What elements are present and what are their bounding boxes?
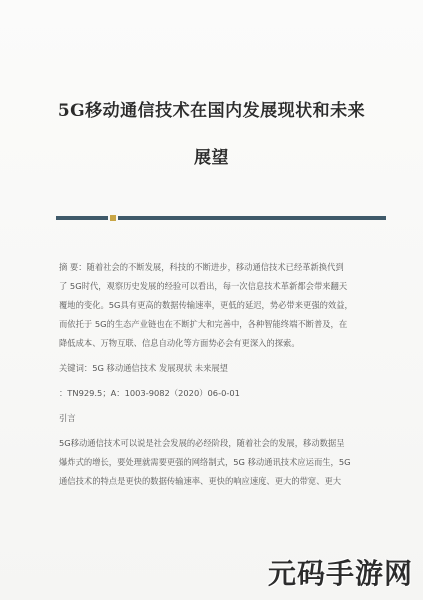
abstract bbox=[59, 258, 377, 353]
title-divider bbox=[56, 216, 386, 220]
document-title-line1: 5G移动通信技术在国内发展现状和未来 bbox=[57, 101, 366, 121]
intro-line: 5G移动通信技术可以说是社会发展的必经阶段，随着社会的发展，移动数据呈 bbox=[59, 438, 345, 448]
document-body bbox=[59, 258, 377, 491]
intro-line: 爆炸式的增长，要处理就需要更强的网络制式，5G 移动通讯技术应运而生，5G bbox=[59, 457, 351, 467]
abstract-line: 摘 要：随着社会的不断发展，科技的不断进步，移动通信技术已经革新换代到 bbox=[59, 262, 344, 272]
abstract-line: 而依托于 5G的生态产业链也在不断扩大和完善中，各种智能终端不断普及，在 bbox=[59, 319, 348, 329]
intro-heading: 引言 bbox=[59, 413, 76, 423]
classification-number: ：TN929.5；A：1003-9082（2020）06-0-01 bbox=[59, 388, 240, 398]
document-title-line2: 展望 bbox=[194, 148, 229, 168]
divider-accent bbox=[110, 215, 116, 221]
intro-line: 通信技术的特点是更快的数据传输速率、更快的响应速度、更大的带宽、更大 bbox=[59, 476, 342, 486]
keywords: 关键词：5G 移动通信技术 发展现状 未来展望 bbox=[59, 363, 228, 373]
abstract-line: 了 5G时代，观察历史发展的经验可以看出，每一次信息技术革新都会带来翻天 bbox=[59, 281, 348, 291]
introduction bbox=[59, 434, 377, 491]
abstract-line: 覆地的变化。5G具有更高的数据传输速率，更低的延迟，势必带来更强的效益， bbox=[59, 300, 353, 310]
abstract-line: 降低成本、万物互联、信息自动化等方面势必会有更深入的探索。 bbox=[59, 338, 300, 348]
site-watermark: 元码手游网 bbox=[267, 557, 413, 590]
